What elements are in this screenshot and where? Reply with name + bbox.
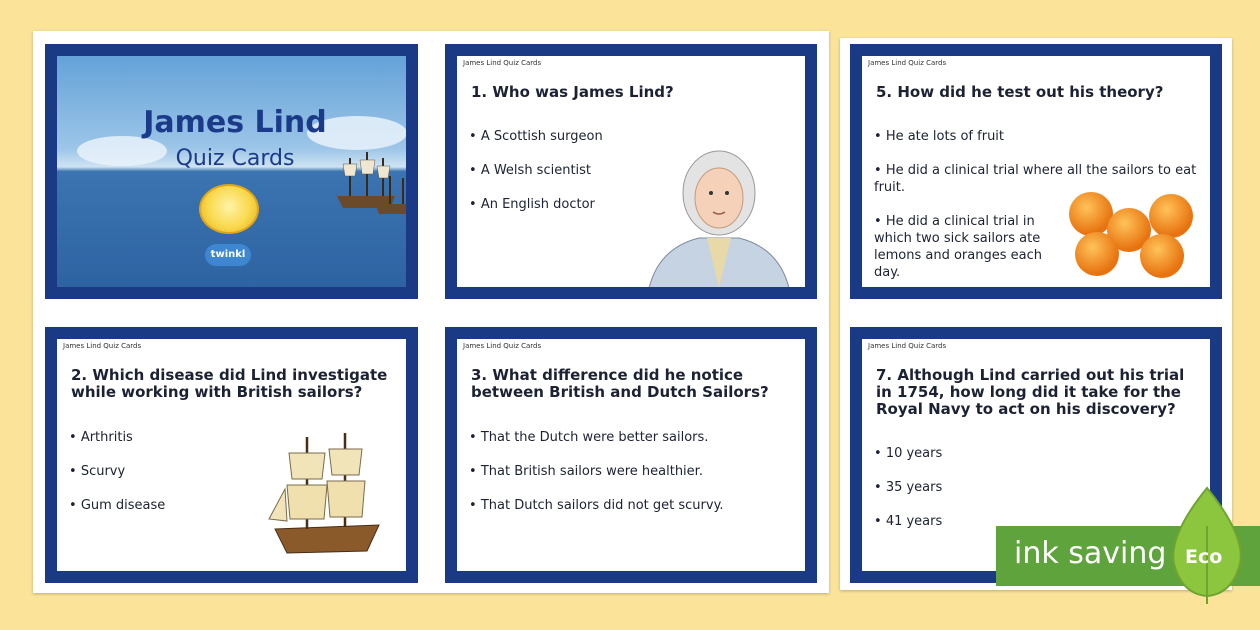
sailing-ship-icon: [267, 429, 387, 559]
answer-option: • That Dutch sailors did not get scurvy.: [469, 497, 795, 514]
james-lind-portrait-icon: [639, 138, 799, 287]
quiz-card-3[interactable]: [445, 327, 817, 583]
question-text: 5. How did he test out his theory?: [876, 83, 1164, 101]
quiz-card-2[interactable]: [45, 327, 418, 583]
quiz-card-5[interactable]: [850, 44, 1222, 299]
answer-option: • Arthritis: [69, 429, 396, 446]
card-header: James Lind Quiz Cards: [463, 59, 542, 67]
answer-option: • Gum disease: [69, 497, 396, 514]
twinkl-logo: twinkl: [205, 244, 251, 266]
eco-leaf-label: Eco: [1185, 546, 1223, 568]
answer-option: • A Scottish surgeon: [469, 128, 795, 145]
question-text: 2. Which disease did Lind investigate while working with British sailors?: [71, 366, 388, 401]
card-header: James Lind Quiz Cards: [868, 59, 947, 67]
title-card[interactable]: [45, 44, 418, 299]
answer-option: • Scurvy: [69, 463, 396, 480]
question-text: 7. Although Lind carried out his trial in 1754, how long did it take for the Royal Navy to act on his discovery?: [876, 366, 1185, 418]
answer-option: • An English doctor: [469, 196, 795, 213]
card-header: James Lind Quiz Cards: [63, 342, 142, 350]
quiz-card-1[interactable]: [445, 44, 817, 299]
question-text: 1. Who was James Lind?: [471, 83, 674, 101]
answer-option: • 35 years: [874, 479, 1200, 496]
answer-option: • That the Dutch were better sailors.: [469, 429, 795, 446]
answer-option: • He did a clinical trial where all the sailors to eat fruit.: [874, 162, 1204, 196]
answer-option: • He ate lots of fruit: [874, 128, 1200, 145]
answer-option: • 10 years: [874, 445, 1200, 462]
answer-option: • 41 years: [874, 513, 1200, 530]
answer-option: • A Welsh scientist: [469, 162, 795, 179]
answer-option: • He did a clinical trial in which two sick sailors ate lemons and oranges each day.: [874, 213, 1054, 281]
title-card-subtitle: Quiz Cards: [175, 146, 295, 171]
answer-list: [469, 429, 795, 531]
title-card-illustration: [57, 56, 406, 287]
ink-saving-label: ink saving: [1014, 536, 1167, 571]
answer-option: • That British sailors were healthier.: [469, 463, 795, 480]
ships-icon: [335, 146, 406, 216]
question-text: 3. What difference did he notice between British and Dutch Sailors?: [471, 366, 769, 401]
oranges-icon: [1067, 178, 1197, 278]
lemon-slice-icon: [199, 184, 259, 234]
eco-leaf-icon: [1168, 486, 1246, 604]
card-header: James Lind Quiz Cards: [868, 342, 947, 350]
title-card-title: James Lind: [143, 105, 327, 140]
card-header: James Lind Quiz Cards: [463, 342, 542, 350]
